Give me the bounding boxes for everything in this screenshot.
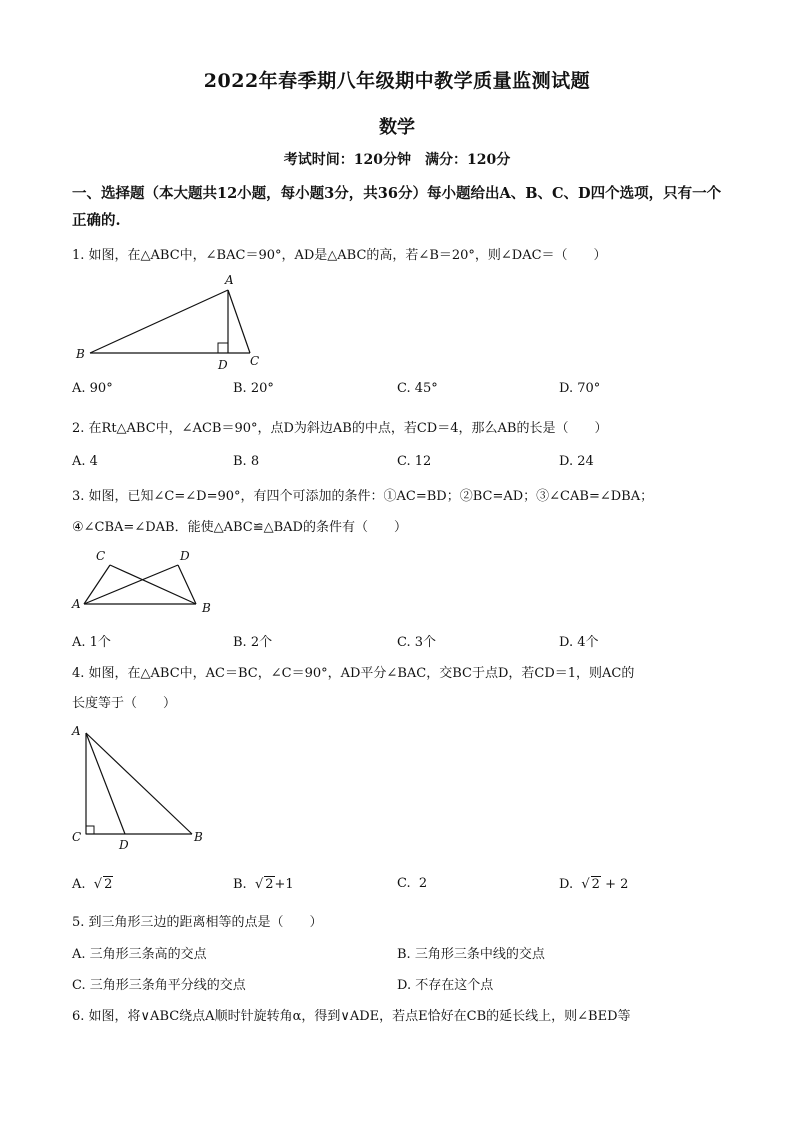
q4-label-c: C [72,830,82,844]
q5-option-d: D. 不存在这个点 [397,978,494,993]
q1-option-c: C. 45° [397,381,438,396]
q3-option-d: D. 4个 [559,635,599,650]
q1-label-d: D [218,358,228,372]
q1-option-a: A. 90° [72,381,113,396]
section-heading: 一、选择题（本大题共12小题，每小题3分，共36分）每小题给出A、B、C、D四个选项，只有一个正确的. [72,185,722,229]
q4-option-c: C. 2 [397,876,428,891]
q4-option-d: D. √ 2 + 2 [559,877,629,892]
q2-option-a: A. 4 [72,454,98,469]
q4-label-d: D [119,838,129,852]
q1-label-c: C [250,354,260,368]
question-3-stem-line1: 3. 如图，已知∠C=∠D=90°，有四个可添加的条件：①AC=BD；②BC=AD；③∠CAB=∠DBA； [72,489,654,504]
exam-title: 2022年春季期八年级期中教学质量监测试题 [203,70,591,92]
q1-label-a: A [225,273,234,287]
q4-option-a: A. √ 2 [72,877,113,892]
q5-option-a: A. 三角形三条高的交点 [72,947,207,962]
subject-title: 数学 [379,117,415,138]
question-3-figure [66,544,226,620]
q4-option-b: B. √ 2+1 [233,877,294,892]
q2-option-d: D. 24 [559,454,594,469]
question-3-stem-line2: ④∠CBA=∠DAB．能使△ABC≌△BAD的条件有（ ） [72,520,407,535]
q5-option-b: B. 三角形三条中线的交点 [397,947,545,962]
q1-label-b: B [76,347,85,361]
q3-label-d: D [180,549,190,563]
q3-label-a: A [72,597,81,611]
q3-option-c: C. 3个 [397,635,437,650]
q3-option-a: A. 1个 [72,635,111,650]
q1-option-d: D. 70° [559,381,601,396]
question-6-stem: 6. 如图，将∨ABC绕点A顺时针旋转角α，得到∨ADE，若点E恰好在CB的延长线上，则∠BED等 [72,1009,631,1024]
q3-label-c: C [96,549,106,563]
q2-option-c: C. 12 [397,454,432,469]
q3-label-b: B [202,601,211,615]
exam-time-info: 考试时间：120分钟 满分：120分 [283,152,511,168]
q1-option-b: B. 20° [233,381,274,396]
q5-option-c: C. 三角形三条角平分线的交点 [72,978,246,993]
question-2-stem: 2. 在Rt△ABC中，∠ACB＝90°，点D为斜边AB的中点，若CD＝4，那么AB的长是（ ） [72,421,608,436]
question-1-figure [70,272,270,372]
question-4-stem-line1: 4. 如图，在△ABC中，AC＝BC，∠C＝90°，AD平分∠BAC，交BC于点D，若CD＝1，则AC的 [72,666,635,681]
q2-option-b: B. 8 [233,454,260,469]
question-4-figure [66,720,216,855]
question-1-stem: 1. 如图，在△ABC中，∠BAC＝90°，AD是△ABC的高，若∠B＝20°，则∠DAC＝（ ） [72,248,607,263]
q4-label-a: A [72,724,81,738]
question-4-stem-line2: 长度等于（ ） [72,696,177,711]
q4-label-b: B [194,830,203,844]
question-5-stem: 5. 到三角形三边的距离相等的点是（ ） [72,915,323,930]
q3-option-b: B. 2个 [233,635,273,650]
